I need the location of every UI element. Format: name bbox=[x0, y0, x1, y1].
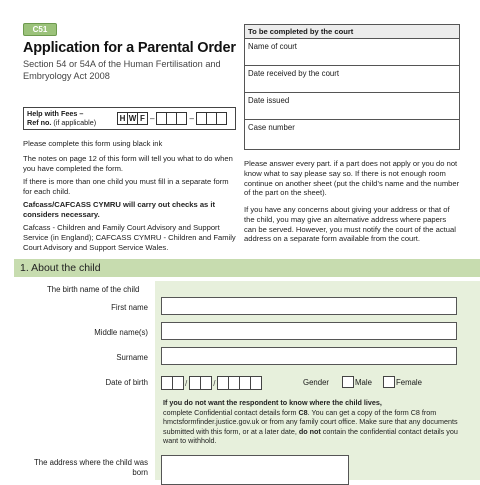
court-box-heading: To be completed by the court bbox=[245, 25, 459, 39]
help-with-fees-box bbox=[23, 107, 236, 130]
first-name-input[interactable] bbox=[161, 297, 457, 315]
case-number-field[interactable] bbox=[245, 120, 459, 147]
help-with-fees-label: Help with Fees – Ref no. (if applicable) bbox=[27, 109, 97, 127]
dob-day-digit[interactable] bbox=[172, 376, 184, 390]
fees-digit[interactable] bbox=[216, 112, 227, 125]
dob-year-digit[interactable] bbox=[250, 376, 262, 390]
surname-label: Surname bbox=[116, 353, 148, 362]
middle-name-label: Middle name(s) bbox=[94, 328, 148, 337]
instruction-black-ink: Please complete this form using black ink bbox=[23, 139, 163, 148]
court-name-label: Name of court bbox=[248, 42, 297, 51]
instruction-multiple-children: If there is more than one child you must fill in a separate form for each child. bbox=[23, 177, 229, 196]
date-received-field[interactable] bbox=[245, 66, 459, 93]
instruction-address-concerns: If you have any concerns about giving your address or that of the child, you may give an alternative address where papers can be served. However, you must notify the court of the actual address on a separate form available from the court. bbox=[244, 205, 456, 244]
dob-input[interactable]: / / bbox=[161, 376, 261, 390]
gender-male-label: Male bbox=[355, 378, 372, 387]
date-issued-label: Date issued bbox=[248, 96, 290, 105]
page-subtitle: Section 54 or 54A of the Human Fertilisation and Embryology Act 2008 bbox=[23, 59, 221, 81]
birth-address-label: The address where the child was born bbox=[34, 458, 148, 477]
instruction-cafcass-definition: Cafcass - Children and Family Court Advisory and Support Service (in England); CAFCASS CYMRU - Children and Family Court Advisory and Support Service Wales. bbox=[23, 223, 236, 252]
fees-prefix-f: F bbox=[137, 112, 148, 125]
gender-male-checkbox[interactable] bbox=[342, 376, 354, 388]
date-received-label: Date received by the court bbox=[248, 69, 340, 78]
fees-digit[interactable] bbox=[176, 112, 187, 125]
fees-ref-input[interactable]: H W F – – bbox=[117, 112, 226, 124]
date-issued-field[interactable] bbox=[245, 93, 459, 120]
court-use-box bbox=[244, 24, 460, 150]
section-header-about-child bbox=[14, 259, 480, 277]
first-name-label: First name bbox=[111, 303, 148, 312]
instruction-notes: The notes on page 12 of this form will tell you what to do when you have completed the form. bbox=[23, 154, 233, 173]
fees-prefix-w: W bbox=[128, 113, 137, 123]
court-name-field[interactable] bbox=[245, 39, 459, 66]
gender-label: Gender bbox=[303, 378, 330, 387]
surname-input[interactable] bbox=[161, 347, 457, 365]
section-title: 1. About the child bbox=[20, 262, 101, 274]
gender-female-checkbox[interactable] bbox=[383, 376, 395, 388]
birth-name-heading: The birth name of the child bbox=[47, 285, 140, 294]
dob-month-digit[interactable] bbox=[200, 376, 212, 390]
dob-label: Date of birth bbox=[105, 378, 148, 387]
birth-address-input[interactable] bbox=[161, 455, 349, 485]
middle-name-input[interactable] bbox=[161, 322, 457, 340]
page-title: Application for a Parental Order bbox=[23, 40, 236, 56]
instruction-answer-every-part: Please answer every part. if a part does not apply or you do not know what to say please say so. If there is not enough room continue on another sheet (put the child’s name and the number of the part on the sheet). bbox=[244, 159, 460, 198]
fees-prefix-h: H bbox=[117, 112, 128, 125]
form-code-badge: C51 bbox=[23, 23, 57, 36]
case-number-label: Case number bbox=[248, 123, 295, 132]
gender-female-label: Female bbox=[396, 378, 422, 387]
confidential-address-note: If you do not want the respondent to know where the child lives, complete Confidential contact details form C8. You can get a copy of the form C8 from hmctsformfinder.justice.gov.uk or from any family court office. Make sure that any documents submitted with this form, or at a later date, do not contain the confidential contact details you want to withhold. bbox=[163, 398, 458, 446]
instruction-cafcass-checks: Cafcass/CAFCASS CYMRU will carry out checks as it considers necessary. bbox=[23, 200, 216, 219]
